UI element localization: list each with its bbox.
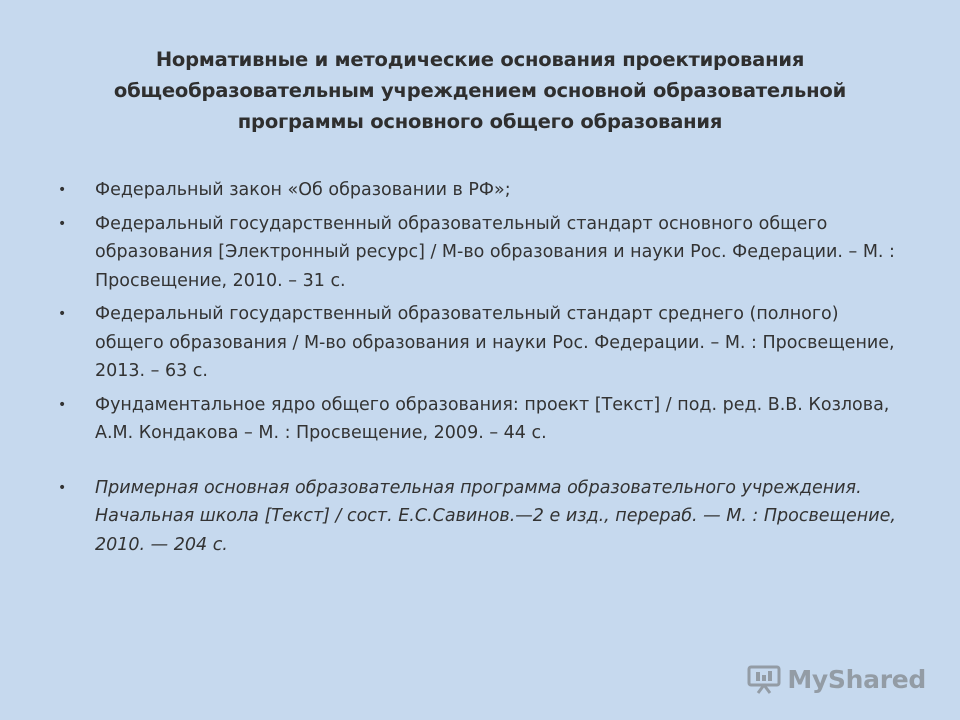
bullet-marker: • — [58, 215, 67, 232]
watermark — [747, 664, 926, 694]
list-item-text: Примерная основная образовательная программа образовательного учреждения. Начальная школа [Текст] / сост. Е.С.Савинов.—2 е изд., перераб. — М. : Просвещение, 2010. — 204 с. — [95, 477, 896, 555]
list-item — [58, 474, 908, 560]
title-line-1: Нормативные и методические основания проектирования — [155, 48, 805, 71]
list-item-text: Федеральный закон «Об образовании в РФ»; — [95, 180, 511, 200]
bullet-marker: • — [58, 479, 67, 496]
title-line-2: общеобразовательным учреждением основной образовательной — [113, 79, 847, 102]
list-item — [58, 176, 908, 205]
bullet-marker: • — [58, 182, 67, 198]
presentation-board-icon — [747, 664, 781, 694]
list-item — [58, 300, 908, 386]
list-item-text: Федеральный государственный образовательный стандарт среднего (полного) общего образования / М-во образования и науки Рос. Федерации. – М. : Просвещение, 2013. – 63 с. — [95, 304, 895, 381]
reference-list — [58, 176, 908, 564]
slide-title — [60, 44, 900, 137]
title-line-3: программы основного общего образования — [237, 110, 723, 133]
watermark-text: MyShared — [787, 664, 926, 694]
list-item-text: Федеральный государственный образовательный стандарт основного общего образования [Электронный ресурс] / М-во образования и науки Рос. Федерации. – М. : Просвещение, 2010. – 31 с. — [95, 213, 895, 291]
list-item — [58, 210, 908, 296]
list-item-text: Фундаментальное ядро общего образования: проект [Текст] / под. ред. В.В. Козлова, А.М. Кондакова – М. : Просвещение, 2009. – 44 с. — [95, 394, 890, 443]
list-item — [58, 391, 908, 448]
bullet-marker: • — [58, 306, 67, 322]
bullet-marker: • — [58, 396, 67, 413]
